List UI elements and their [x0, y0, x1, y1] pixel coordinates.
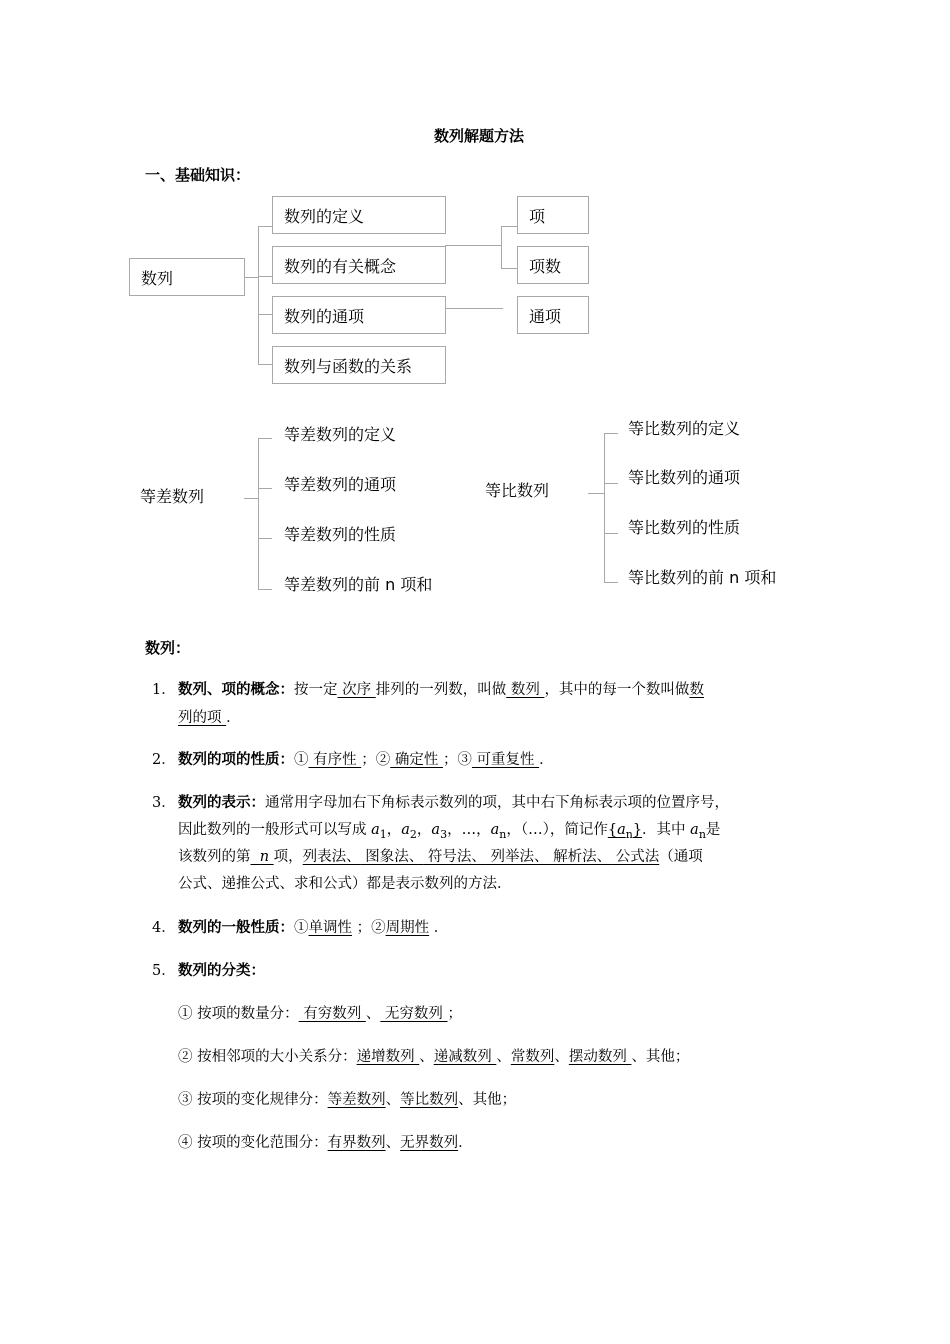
text-run: 、 — [419, 1049, 434, 1065]
connector-line — [501, 268, 517, 269]
arith-item: 等差数列的前 n 项和 — [284, 575, 433, 594]
math-var: a — [401, 822, 410, 838]
math-var: n — [259, 849, 270, 865]
arith-item: 等差数列的通项 — [284, 475, 397, 494]
item-number: 1． — [152, 682, 176, 698]
item-title: 数列、项的概念： — [178, 681, 294, 698]
classification-line — [178, 1086, 516, 1114]
math-sub: n — [499, 827, 507, 841]
text-run: ③ 按项的变化规律分： — [178, 1092, 328, 1108]
text-run: 、 — [385, 1092, 401, 1108]
blank-answer: 数列 — [506, 682, 545, 698]
text-run: ① — [294, 752, 309, 768]
text-run: ；② — [352, 920, 386, 936]
blank-answer: 递增数列 — [356, 1049, 420, 1065]
blank-answer: 递减数列 — [433, 1049, 497, 1065]
diagram-root-box: 数列 — [129, 258, 245, 296]
item-title: 数列的分类： — [178, 962, 265, 979]
math-sub: 1 — [379, 827, 387, 841]
text-run: ． — [458, 1135, 473, 1151]
math-sub: n — [625, 827, 633, 841]
blank-answer: 数 — [689, 682, 704, 698]
connector-line — [501, 226, 517, 227]
geo-item: 等比数列的前 n 项和 — [628, 568, 777, 587]
blank-answer: 有序性 — [308, 752, 362, 768]
connector-line — [588, 493, 604, 494]
connector-line — [604, 433, 618, 434]
connector-line — [604, 483, 618, 484]
text-run: 、其他； — [631, 1049, 690, 1065]
text-run: ② 按相邻项的大小关系分： — [178, 1049, 357, 1065]
text-run: ；③ — [442, 752, 472, 768]
connector-line — [244, 277, 258, 278]
classification-line — [178, 1129, 473, 1157]
section-heading-sequence: 数列： — [145, 639, 191, 657]
geo-root-label: 等比数列 — [485, 481, 550, 500]
connector-line — [258, 589, 272, 590]
text-run: ． — [226, 710, 241, 726]
blank-answer: 公式法 — [611, 849, 660, 865]
blank-answer: 单调性 — [308, 920, 352, 936]
text-run: （通项 — [659, 849, 703, 865]
text-run: 、 — [496, 1049, 511, 1065]
connector-line — [604, 433, 605, 583]
blank-answer: 列表法、 — [302, 849, 361, 865]
text-run: 排列的一列数，叫做 — [375, 682, 507, 698]
item-line — [178, 704, 241, 732]
section-heading-basics: 一、基础知识： — [145, 166, 251, 184]
item-line — [178, 746, 554, 774]
diagram-branch-box: 数列的通项 — [272, 296, 446, 334]
blank-answer: 可重复性 — [471, 752, 540, 768]
connector-line — [258, 314, 273, 315]
connector-line — [258, 538, 272, 539]
arith-item: 等差数列的性质 — [284, 525, 397, 544]
text-run: ， — [386, 822, 402, 838]
text-run: ． — [539, 752, 554, 768]
math-var: a — [371, 822, 380, 838]
classification-line — [178, 1000, 462, 1028]
brace: } — [632, 822, 643, 838]
text-run: 因此数列的一般形式可以写成 — [178, 822, 372, 838]
blank-answer: 确定性 — [390, 752, 443, 768]
geo-item: 等比数列的定义 — [628, 419, 741, 438]
text-run: ，其中的每一个数叫做 — [544, 682, 690, 698]
text-run: 、 — [554, 1049, 569, 1065]
blank-answer: 等差数列 — [327, 1092, 386, 1108]
brace: { — [607, 822, 618, 838]
item-title: 数列的表示： — [178, 794, 265, 811]
connector-line — [258, 226, 273, 227]
item-line — [178, 914, 448, 942]
text-run: 按一定 — [294, 682, 338, 698]
text-run: ． — [429, 920, 449, 936]
connector-line — [258, 226, 259, 365]
blank-answer — [607, 822, 643, 841]
item-line — [178, 676, 704, 704]
geo-item: 等比数列的性质 — [628, 518, 741, 537]
text-run: 、 — [365, 1006, 381, 1022]
blank-answer: 图象法、 — [360, 849, 424, 865]
item-line: 公式、递推公式、求和公式）都是表示数列的方法． — [178, 876, 512, 892]
text-run: ① — [294, 920, 309, 936]
blank-answer — [251, 849, 274, 865]
text-run: 该数列的第 — [178, 849, 251, 865]
classification-line — [178, 1043, 689, 1071]
blank-answer: 等比数列 — [400, 1092, 459, 1108]
item-title: 数列的一般性质： — [178, 919, 294, 936]
text-run: ．其中 — [642, 822, 691, 838]
connector-line — [244, 498, 258, 499]
blank-answer: 有界数列 — [327, 1135, 386, 1151]
connector-line — [258, 276, 273, 277]
diagram-leaf-box: 通项 — [517, 296, 589, 334]
diagram-branch-box: 数列的有关概念 — [272, 246, 446, 284]
connector-line — [445, 308, 503, 309]
blank-answer: 无穷数列 — [380, 1006, 448, 1022]
connector-line — [604, 533, 618, 534]
blank-answer: 符号法、 — [423, 849, 486, 865]
connector-line — [258, 438, 259, 590]
text-run: （…），简记作 — [520, 822, 608, 838]
blank-answer: 解析法、 — [548, 849, 612, 865]
item-title: 数列的项的性质： — [178, 751, 294, 768]
text-run: 、 — [385, 1135, 401, 1151]
math-var: a — [617, 822, 626, 838]
text-run: ④ 按项的变化范围分： — [178, 1135, 328, 1151]
connector-line — [445, 245, 501, 246]
math-var: a — [690, 822, 699, 838]
text-run: ， — [447, 822, 462, 838]
diagram-branch-box: 数列的定义 — [272, 196, 446, 234]
text-run: ， — [506, 822, 521, 838]
diagram-leaf-box: 项数 — [517, 246, 589, 284]
connector-line — [258, 364, 273, 365]
blank-answer: 列的项 — [178, 710, 222, 726]
math-sub: 2 — [409, 827, 417, 841]
math-sub: 3 — [440, 827, 448, 841]
text-run: ；② — [361, 752, 391, 768]
page-title: 数列解题方法 — [433, 127, 524, 145]
item-number: 2． — [152, 752, 176, 768]
item-number: 5． — [152, 963, 176, 979]
blank-answer: 摆动数列 — [568, 1049, 632, 1065]
math-var: a — [431, 822, 441, 838]
blank-answer: 有穷数列 — [298, 1006, 366, 1022]
text-run: ① 按项的数量分： — [178, 1006, 299, 1022]
connector-line — [604, 582, 618, 583]
item-line — [178, 843, 703, 871]
text-run: …， — [461, 822, 491, 838]
diagram-branch-box: 数列与函数的关系 — [272, 346, 446, 384]
connector-line — [258, 438, 272, 439]
blank-answer: 常数列 — [510, 1049, 555, 1065]
geo-item: 等比数列的通项 — [628, 468, 741, 487]
math-sub: n — [698, 827, 706, 841]
arith-item: 等差数列的定义 — [284, 425, 397, 444]
text-run: ， — [416, 822, 432, 838]
text-run: ； — [447, 1006, 463, 1022]
diagram-leaf-box: 项 — [517, 196, 589, 234]
blank-answer: 列举法、 — [485, 849, 549, 865]
item-number: 3． — [152, 795, 176, 811]
text-run: 通常用字母加右下角标表示数列的项，其中右下角标表示项的位置序号， — [265, 795, 729, 811]
arith-root-label: 等差数列 — [140, 487, 205, 506]
blank-answer: 次序 — [337, 682, 376, 698]
blank-answer: 无界数列 — [400, 1135, 459, 1151]
connector-line — [258, 488, 272, 489]
item-number: 4． — [152, 920, 176, 936]
math-var: a — [490, 822, 500, 838]
blank-answer: 周期性 — [385, 920, 430, 936]
text-run: 、其他； — [458, 1092, 517, 1108]
connector-line — [501, 226, 502, 269]
text-run: 是 — [705, 822, 721, 838]
text-run: 项， — [273, 849, 303, 865]
item-line — [178, 789, 729, 817]
